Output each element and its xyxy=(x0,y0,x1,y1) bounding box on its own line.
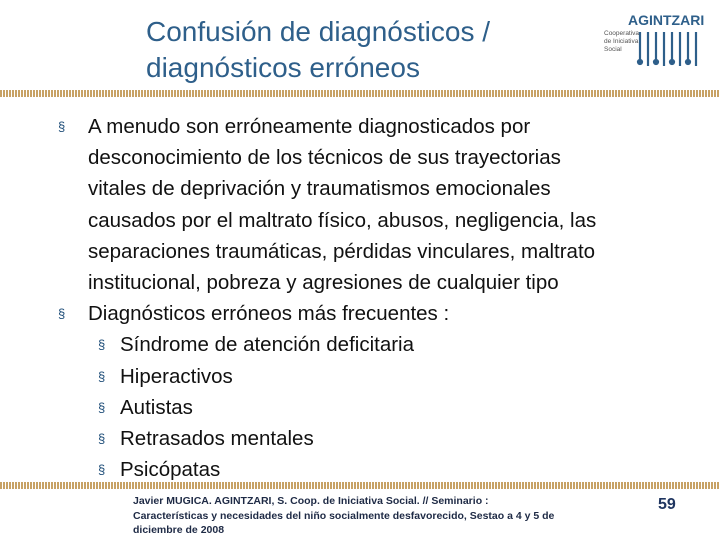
slide-body xyxy=(56,111,706,485)
footer-text xyxy=(133,494,623,538)
agintzari-logo xyxy=(600,12,712,82)
footer-divider xyxy=(0,482,720,489)
logo-subtitle-line-3: Social xyxy=(604,46,622,53)
bullet-line: Diagnósticos erróneos más frecuentes : xyxy=(88,302,450,326)
subbullet-item xyxy=(56,392,706,423)
bullet-line: A menudo son erróneamente diagnosticados por xyxy=(88,115,531,138)
bullet-item xyxy=(56,111,706,298)
bullet-line: causados por el maltrato físico, abusos, negligencia, las xyxy=(88,208,597,232)
bullet-marker-icon: § xyxy=(98,368,106,384)
bullet-marker-icon: § xyxy=(98,399,106,415)
bullet-line: institucional, pobreza y agresiones de cualquier tipo xyxy=(88,271,559,295)
bullet-line: vitales de deprivación y traumatismos emocionales xyxy=(88,177,551,201)
page-number: 59 xyxy=(658,496,676,513)
bullet-line: desconocimiento de los técnicos de sus trayectorias xyxy=(88,146,561,170)
logo-subtitle xyxy=(604,30,639,54)
subbullet-item xyxy=(56,454,706,485)
slide-title xyxy=(146,14,490,86)
footer-line: Características y necesidades del niño socialmente desfavorecido, Sestao a 4 y 5 de xyxy=(133,509,555,522)
slide-title-line-2: diagnósticos erróneos xyxy=(146,52,420,83)
bullet-marker-icon: § xyxy=(98,462,106,478)
subbullet-text: Psicópatas xyxy=(120,458,221,482)
bullet-line: separaciones traumáticas, pérdidas vinculares, maltrato xyxy=(88,239,596,263)
subbullet-text: Autistas xyxy=(120,395,193,419)
logo-bars-icon xyxy=(636,30,712,78)
logo-subtitle-line-1: Cooperativa xyxy=(604,30,640,37)
subbullet-text: Síndrome de atención deficitaria xyxy=(120,333,415,357)
subbullet-item xyxy=(56,423,706,454)
footer-line: diciembre de 2008 xyxy=(133,524,225,536)
logo-subtitle-line-2: de Iniciativa xyxy=(604,38,639,45)
footer-line: Javier MUGICA. AGINTZARI, S. Coop. de Iniciativa Social. // Seminario : xyxy=(133,495,489,507)
logo-name: AGINTZARI xyxy=(628,12,705,28)
bullet-marker-icon: § xyxy=(58,119,66,134)
subbullet-text: Hiperactivos xyxy=(120,364,233,388)
bullet-item xyxy=(56,298,706,329)
bullet-marker-icon: § xyxy=(98,337,106,353)
bullet-marker-icon: § xyxy=(98,431,106,447)
subbullet-item xyxy=(56,361,706,392)
subbullet-item xyxy=(56,329,706,360)
bullet-marker-icon: § xyxy=(58,306,66,322)
header-divider xyxy=(0,90,720,97)
subbullet-text: Retrasados mentales xyxy=(120,427,314,451)
slide-title-line-1: Confusión de diagnósticos / xyxy=(146,16,490,47)
